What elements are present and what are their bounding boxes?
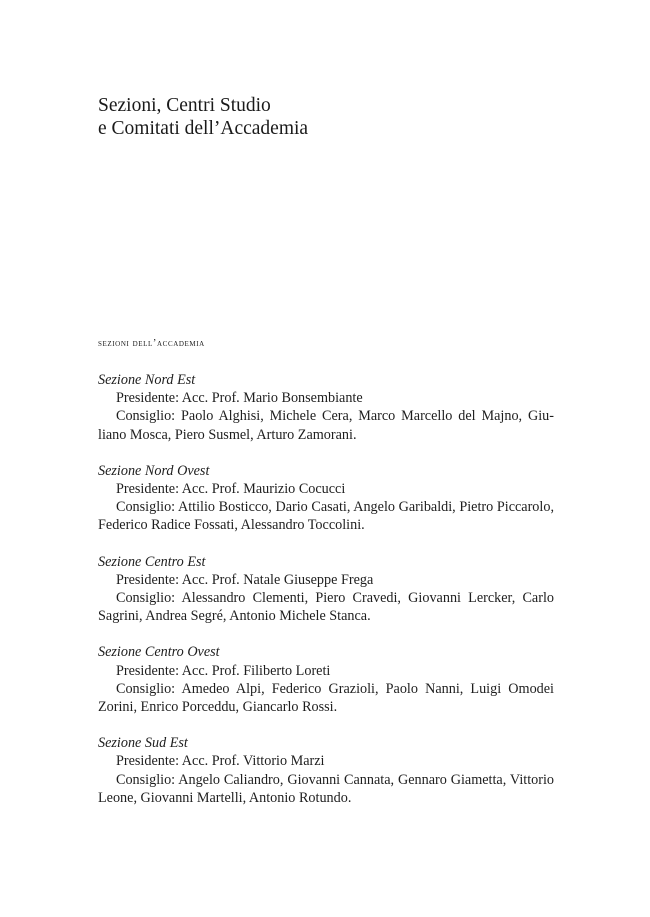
section-name: Sezione Centro Est [98,553,206,570]
section-name: Sezione Sud Est [98,735,188,752]
page-title-line-2: e Comitati dell’Accademia [98,118,309,139]
section-nord-est [98,371,554,444]
section-council: Consiglio: Paolo Alghisi, Michele Cera, Marco Marcello del Majno, Giuliano Mosca, Piero Susmel, Arturo Zamorani. [98,408,554,443]
section-heading: sezioni dell’accademia [98,338,205,349]
section-council: Consiglio: Angelo Caliandro, Giovanni Cannata, Gennaro Giametta, Vittorio Leone, Giovanni Martelli, Antonio Rotundo. [98,771,554,806]
page-title [98,94,308,140]
section-president: Presidente: Acc. Prof. Mario Bonsembiante [116,390,363,407]
section-president: Presidente: Acc. Prof. Filiberto Loreti [116,662,331,679]
section-president: Presidente: Acc. Prof. Natale Giuseppe Frega [116,571,374,588]
section-sud-est [98,734,554,807]
section-council: Consiglio: Alessandro Clementi, Piero Cravedi, Giovanni Lercker, Carlo Sagrini, Andrea Segré, Antonio Michele Stanca. [98,590,554,625]
section-president: Presidente: Acc. Prof. Vittorio Marzi [116,753,325,770]
section-president: Presidente: Acc. Prof. Maurizio Cocucci [116,481,346,498]
section-council: Consiglio: Attilio Bosticco, Dario Casati, Angelo Garibaldi, Pietro Piccarolo, Federico Radice Fossati, Alessandro Toccolini. [98,499,554,534]
section-name: Sezione Centro Ovest [98,644,220,661]
section-nord-ovest [98,462,554,535]
section-name: Sezione Nord Ovest [98,462,210,479]
section-centro-est [98,553,554,626]
page-title-line-1: Sezioni, Centri Studio [98,95,271,116]
section-centro-ovest [98,643,554,716]
section-council: Consiglio: Amedeo Alpi, Federico Grazioli, Paolo Nanni, Luigi Omodei Zorini, Enrico Porceddu, Giancarlo Rossi. [98,680,554,716]
section-name: Sezione Nord Est [98,372,196,388]
sections-list [98,371,554,825]
